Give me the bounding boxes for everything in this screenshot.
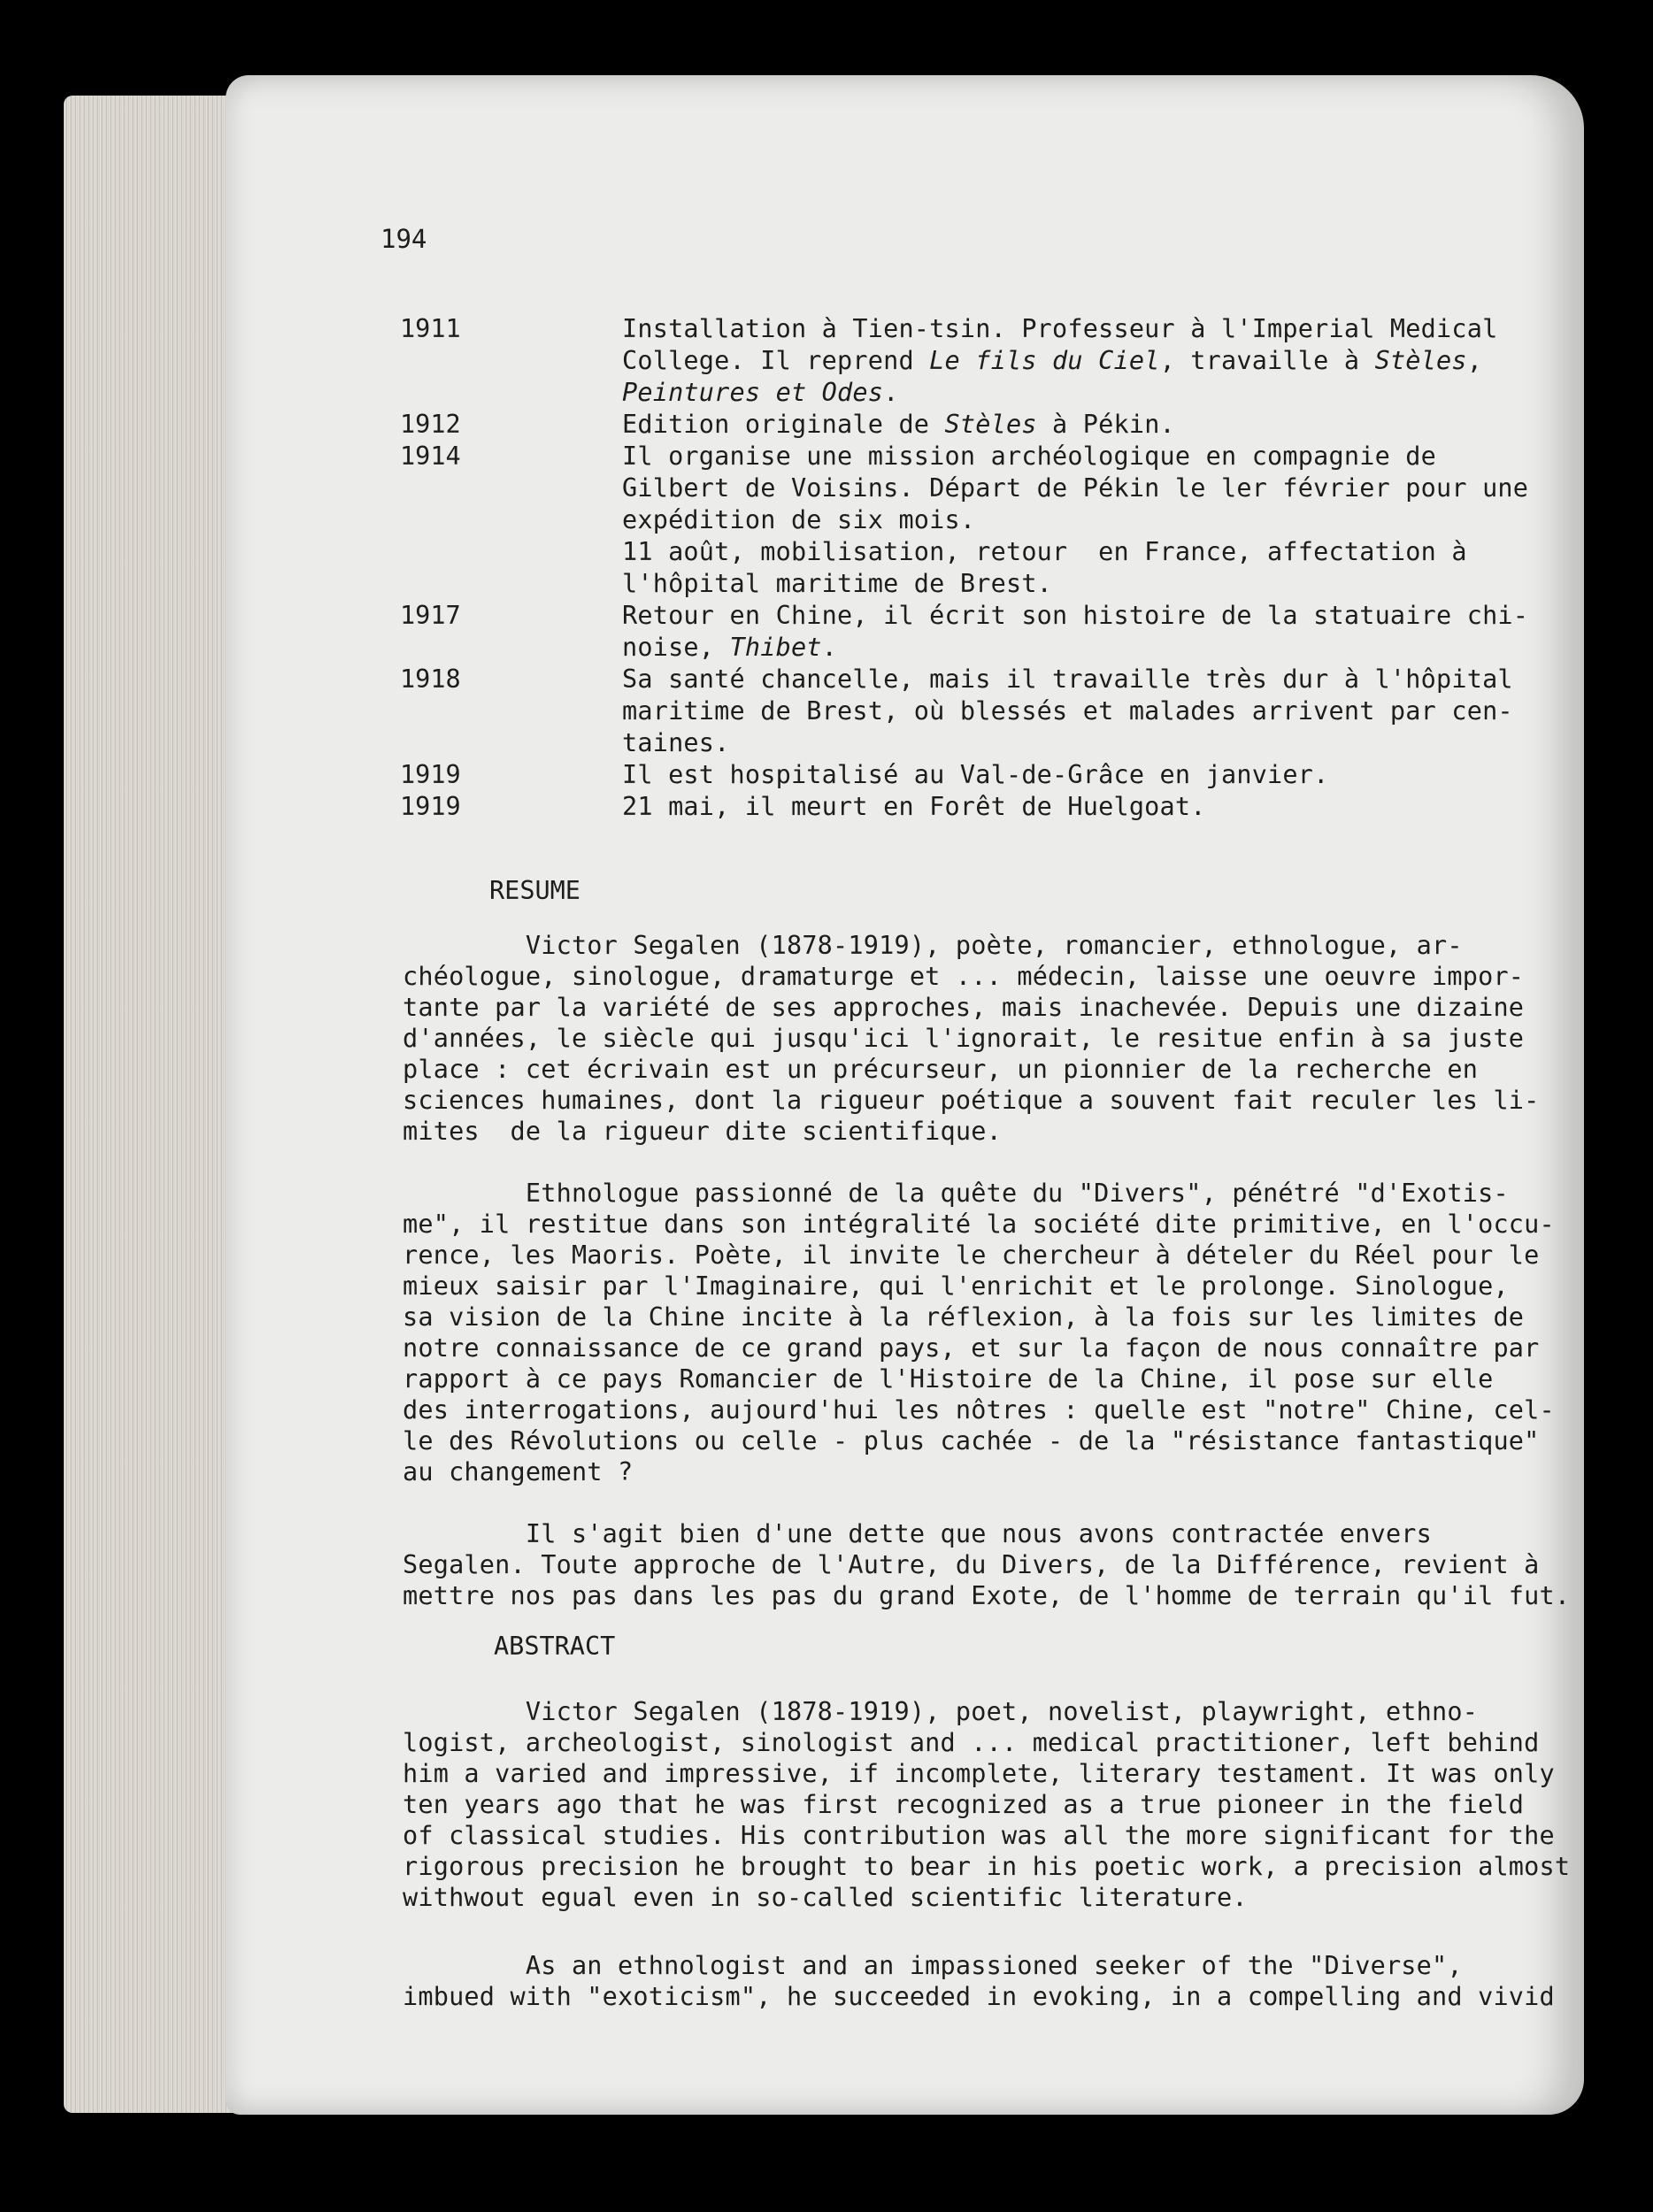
- chronology-text-line: expédition de six mois.: [622, 505, 976, 534]
- chronology-text-line: 21 mai, il meurt en Forêt de Huelgoat.: [622, 792, 1206, 821]
- paragraph-line: notre connaissance de ce grand pays, et sur la façon de nous connaître par: [403, 1333, 1540, 1363]
- chronology-text-line: Edition originale de Stèles à Pékin.: [622, 410, 1175, 439]
- chronology-text-line: Sa santé chancelle, mais il travaille très dur à l'hôpital: [622, 664, 1513, 694]
- paragraph-line: imbued with "exoticism", he succeeded in evoking, in a compelling and vivid: [403, 1982, 1555, 2011]
- chronology-text-line: Installation à Tien-tsin. Professeur à l'Imperial Medical: [622, 314, 1498, 343]
- paragraph-line: Segalen. Toute approche de l'Autre, du Divers, de la Différence, revient à: [403, 1550, 1540, 1579]
- paragraph-line: ten years ago that he was first recognized as a true pioneer in the field: [403, 1790, 1525, 1819]
- chronology-year: 1919: [400, 760, 461, 789]
- page-number: 194: [381, 224, 427, 254]
- paragraph-line: Victor Segalen (1878-1919), poet, novelist, playwright, ethno-: [403, 1697, 1479, 1726]
- paragraph-line: tante par la variété de ses approches, mais inachevée. Depuis une dizaine: [403, 993, 1525, 1022]
- paragraph-line: mites de la rigueur dite scientifique.: [403, 1117, 1002, 1146]
- chronology-text-line: Peintures et Odes.: [622, 378, 899, 407]
- chronology-text-line: maritime de Brest, où blessés et malades arrivent par cen-: [622, 696, 1513, 726]
- paragraph-line: le des Révolutions ou celle - plus cachée - de la "résistance fantastique": [403, 1426, 1540, 1455]
- paragraph-line: sa vision de la Chine incite à la réflexion, à la fois sur les limites de: [403, 1302, 1525, 1332]
- chronology-text-line: Il organise une mission archéologique en compagnie de: [622, 442, 1436, 471]
- chronology-year: 1912: [400, 410, 461, 439]
- paragraph-line: place : cet écrivain est un précurseur, un pionnier de la recherche en: [403, 1055, 1479, 1084]
- paragraph-line: me", il restitue dans son intégralité la société dite primitive, en l'occu-: [403, 1210, 1555, 1239]
- paragraph-line: him a varied and impressive, if incomplete, literary testament. It was only: [403, 1759, 1555, 1788]
- chronology-text-line: 11 août, mobilisation, retour en France, affectation à: [622, 537, 1467, 566]
- paragraph-line: Victor Segalen (1878-1919), poète, romancier, ethnologue, ar-: [403, 931, 1463, 960]
- paragraph-line: chéologue, sinologue, dramaturge et ... médecin, laisse une oeuvre impor-: [403, 962, 1525, 991]
- chronology-text-line: Il est hospitalisé au Val-de-Grâce en janvier.: [622, 760, 1329, 789]
- paragraph-line: rapport à ce pays Romancier de l'Histoire de la Chine, il pose sur elle: [403, 1364, 1494, 1394]
- chronology-text-line: taines.: [622, 728, 730, 757]
- abstract-heading: ABSTRACT: [494, 1632, 616, 1661]
- paragraph-line: au changement ?: [403, 1457, 634, 1486]
- chronology-year: 1918: [400, 664, 461, 694]
- paragraph-line: Ethnologue passionné de la quête du "Divers", pénétré "d'Exotis-: [403, 1179, 1509, 1208]
- paragraph-line: withwout egual even in so-called scientific literature.: [403, 1883, 1248, 1912]
- paragraph-line: logist, archeologist, sinologist and ... medical practitioner, left behind: [403, 1728, 1540, 1757]
- paragraph-line: des interrogations, aujourd'hui les nôtres : quelle est "notre" Chine, cel-: [403, 1395, 1555, 1425]
- chronology-year: 1919: [400, 792, 461, 821]
- paragraph-line: rence, les Maoris. Poète, il invite le chercheur à dételer du Réel pour le: [403, 1240, 1540, 1270]
- chronology-text-line: noise, Thibet.: [622, 633, 838, 662]
- chronology-text-line: l'hôpital maritime de Brest.: [622, 569, 1053, 598]
- book-page-edges: [64, 96, 241, 2113]
- paragraph-line: rigorous precision he brought to bear in his poetic work, a precision almost: [403, 1852, 1571, 1881]
- paragraph-line: Il s'agit bien d'une dette que nous avons contractée envers: [403, 1519, 1433, 1548]
- paragraph-line: sciences humaines, dont la rigueur poétique a souvent fait reculer les li-: [403, 1086, 1540, 1115]
- paragraph-line: of classical studies. His contribution was all the more significant for the: [403, 1821, 1555, 1850]
- paragraph-line: mieux saisir par l'Imaginaire, qui l'enrichit et le prolonge. Sinologue,: [403, 1271, 1509, 1301]
- chronology-text-line: Gilbert de Voisins. Départ de Pékin le ler février pour une: [622, 473, 1529, 503]
- resume-heading: RESUME: [489, 876, 580, 905]
- chronology-year: 1911: [400, 314, 461, 343]
- chronology-year: 1914: [400, 442, 461, 471]
- paragraph-line: As an ethnologist and an impassioned seeker of the "Diverse",: [403, 1951, 1463, 1980]
- paragraph-line: d'années, le siècle qui jusqu'ici l'ignorait, le resitue enfin à sa juste: [403, 1024, 1525, 1053]
- chronology-year: 1917: [400, 601, 461, 630]
- paragraph-line: mettre nos pas dans les pas du grand Exote, de l'homme de terrain qu'il fut.: [403, 1581, 1571, 1610]
- chronology-text-line: College. Il reprend Le fils du Ciel, travaille à Stèles,: [622, 346, 1483, 375]
- chronology-text-line: Retour en Chine, il écrit son histoire de la statuaire chi-: [622, 601, 1529, 630]
